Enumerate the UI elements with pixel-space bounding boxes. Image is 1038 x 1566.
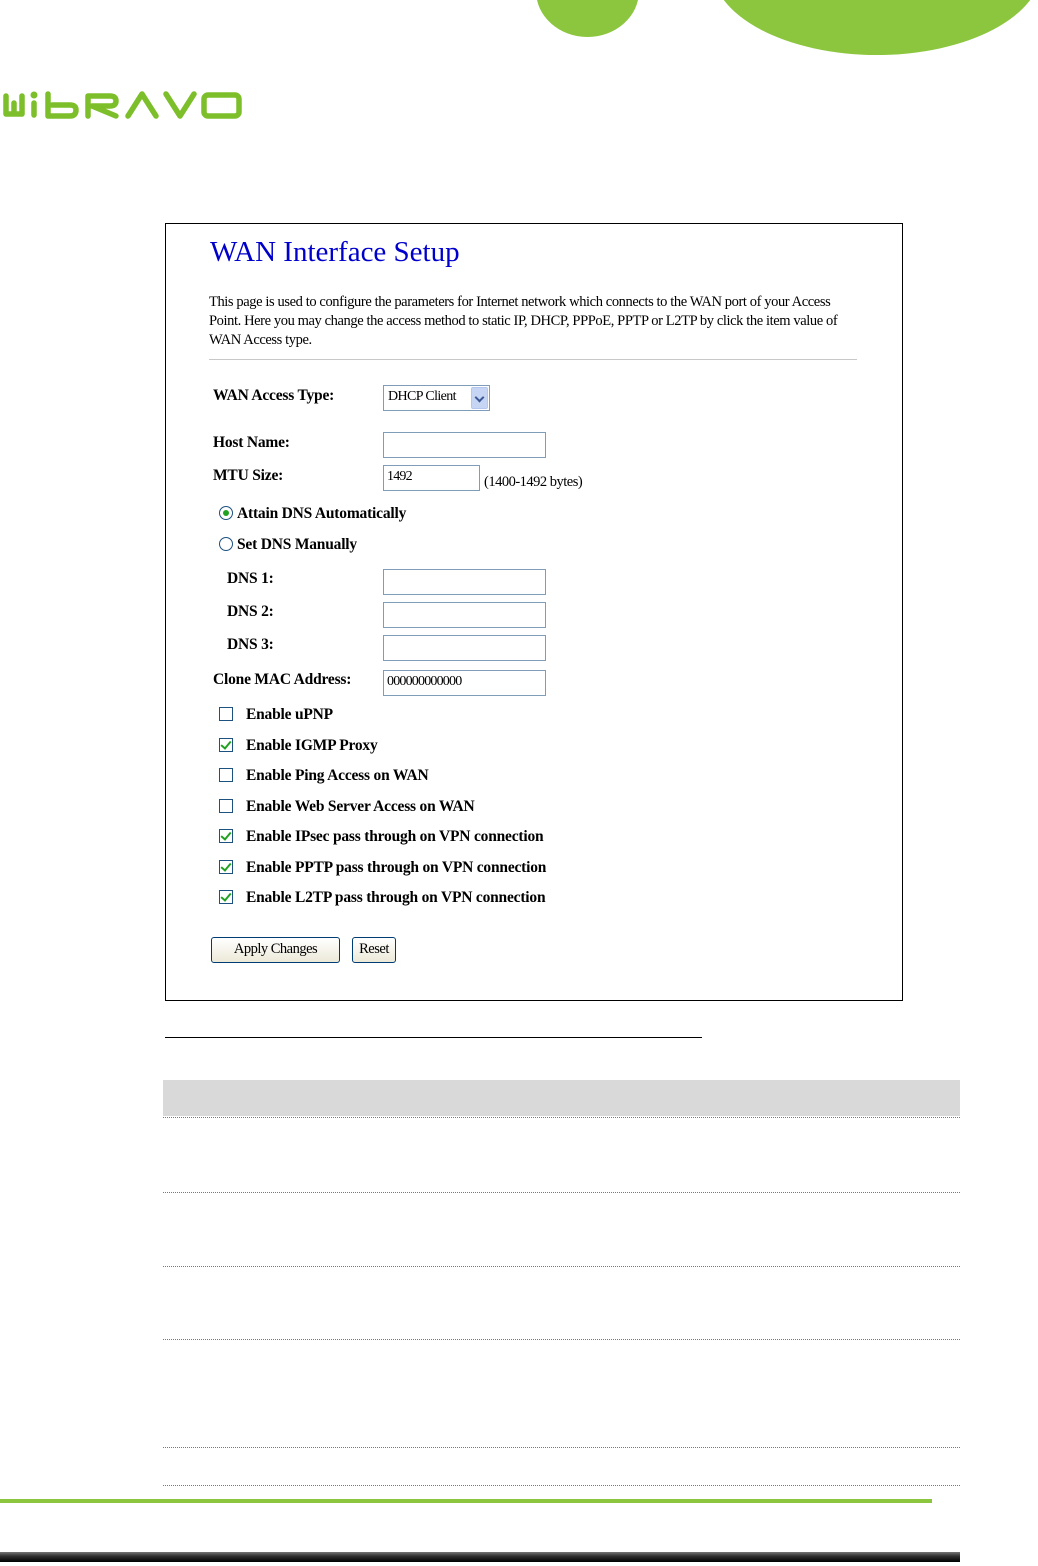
reset-button[interactable]: Reset <box>352 937 396 963</box>
dns3-input[interactable] <box>383 635 546 661</box>
apply-changes-button[interactable]: Apply Changes <box>211 937 340 963</box>
enable-pptp-passthrough-label: Enable PPTP pass through on VPN connection <box>246 859 547 876</box>
table-header <box>163 1080 960 1116</box>
dns2-label: DNS 2: <box>227 603 274 620</box>
host-name-input[interactable] <box>383 432 546 458</box>
host-name-label: Host Name: <box>213 434 290 451</box>
enable-ping-access-label: Enable Ping Access on WAN <box>246 767 429 784</box>
dns-auto-radio[interactable] <box>219 506 233 520</box>
dns3-label: DNS 3: <box>227 636 274 653</box>
enable-igmp-proxy-label: Enable IGMP Proxy <box>246 737 378 754</box>
page-title: WAN Interface Setup <box>210 236 460 268</box>
enable-web-server-access-checkbox[interactable] <box>219 799 233 813</box>
table-row-divider <box>163 1447 960 1448</box>
footer-dark-rule <box>0 1552 960 1562</box>
dns-manual-radio[interactable] <box>219 537 233 551</box>
dns-manual-label: Set DNS Manually <box>237 536 357 553</box>
enable-upnp-checkbox[interactable] <box>219 707 233 721</box>
clone-mac-input[interactable]: 000000000000 <box>383 670 546 696</box>
enable-l2tp-passthrough-checkbox[interactable] <box>219 890 233 904</box>
header-decoration-left <box>536 0 639 37</box>
enable-upnp-label: Enable uPNP <box>246 706 333 723</box>
table-row-divider <box>163 1339 960 1340</box>
mtu-size-label: MTU Size: <box>213 467 284 484</box>
clone-mac-label: Clone MAC Address: <box>213 671 352 688</box>
enable-igmp-proxy-checkbox[interactable] <box>219 738 233 752</box>
enable-ipsec-passthrough-checkbox[interactable] <box>219 829 233 843</box>
caption-underline <box>165 1037 702 1038</box>
dns1-label: DNS 1: <box>227 570 274 587</box>
dns-auto-label: Attain DNS Automatically <box>237 505 407 522</box>
chevron-down-icon[interactable] <box>471 387 488 409</box>
dns2-input[interactable] <box>383 602 546 628</box>
mtu-size-input[interactable]: 1492 <box>383 465 480 491</box>
table-row-divider <box>163 1192 960 1193</box>
table-row-divider <box>163 1266 960 1267</box>
mtu-size-hint: (1400-1492 bytes) <box>484 474 583 490</box>
wan-setup-panel <box>165 223 903 1001</box>
table-row-divider <box>163 1117 960 1118</box>
dns1-input[interactable] <box>383 569 546 595</box>
footer-green-rule <box>0 1499 932 1503</box>
enable-web-server-access-label: Enable Web Server Access on WAN <box>246 798 475 815</box>
header-decoration-right <box>712 0 1038 55</box>
enable-l2tp-passthrough-label: Enable L2TP pass through on VPN connection <box>246 889 546 906</box>
wan-access-type-label: WAN Access Type: <box>213 387 335 404</box>
wan-access-type-select[interactable] <box>383 385 490 411</box>
enable-ping-access-checkbox[interactable] <box>219 768 233 782</box>
enable-ipsec-passthrough-label: Enable IPsec pass through on VPN connection <box>246 828 544 845</box>
enable-pptp-passthrough-checkbox[interactable] <box>219 860 233 874</box>
table-row-divider <box>163 1485 960 1486</box>
wan-access-type-value: DHCP Client <box>388 389 456 404</box>
wibravo-logo <box>2 88 244 122</box>
divider <box>209 359 857 360</box>
page-description: This page is used to configure the parameters for Internet network which connects to the WAN port of your Access Point. Here you may change the access method to static IP, DHCP, PPPoE, PPTP or L2TP by click the item value of WAN Access type. <box>209 294 838 348</box>
